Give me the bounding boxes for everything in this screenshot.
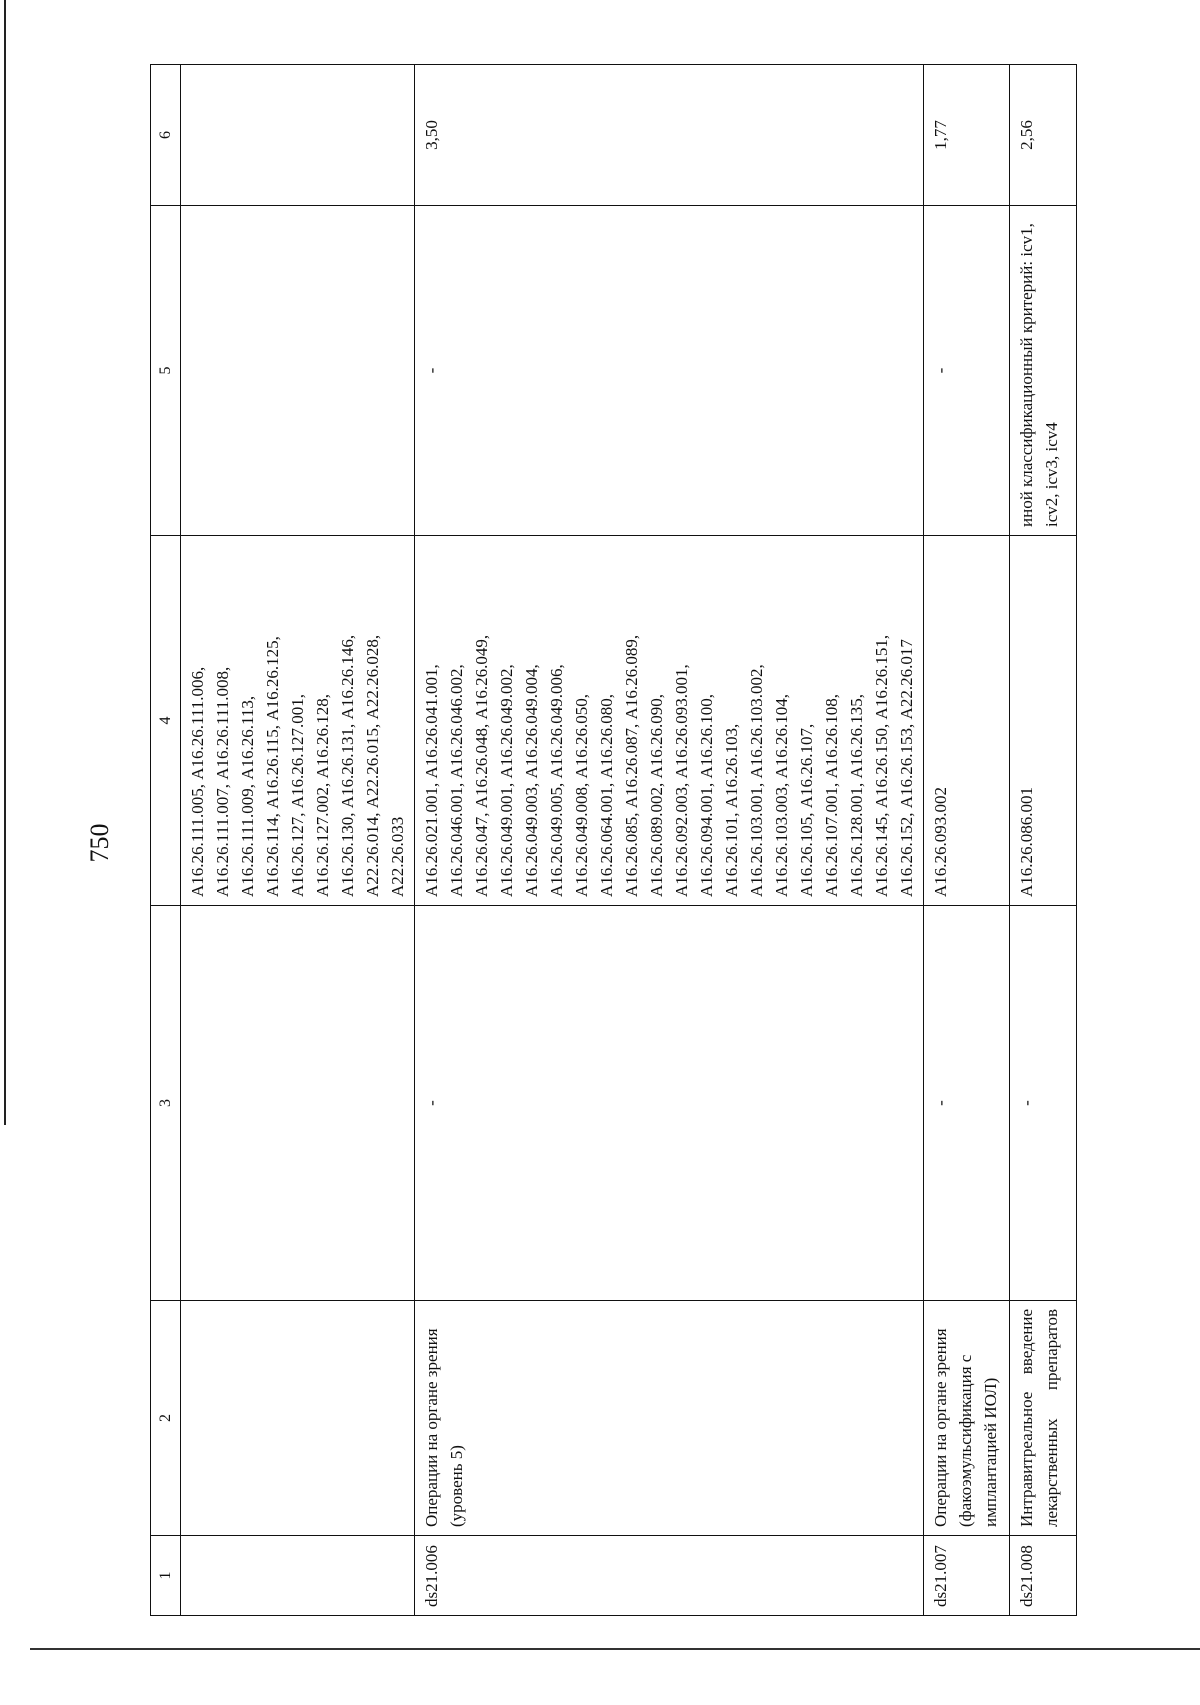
header-col-5: 5 <box>151 206 181 536</box>
row-name: Операции на органе зрения (уровень 5) <box>415 1301 924 1536</box>
table-row <box>181 65 415 1616</box>
row-code: ds21.007 <box>924 1536 1010 1616</box>
row-code: ds21.006 <box>415 1536 924 1616</box>
row-name: Операции на органе зрения (факоэмульсификация с имплантацией ИОЛ) <box>924 1301 1010 1536</box>
row-col3 <box>181 906 415 1301</box>
row-name: Интравитреальное введение лекарственных препаратов <box>1010 1301 1077 1536</box>
table-row <box>1010 65 1077 1616</box>
header-col-6: 6 <box>151 65 181 206</box>
row-coef: 3,50 <box>415 65 924 206</box>
scan-bottom-line <box>30 1648 1200 1650</box>
row-services: А16.26.021.001, А16.26.041.001, А16.26.046.001, А16.26.046.002, А16.26.047, А16.26.048, А16.26.049, А16.26.049.001, А16.26.049.002, А16.26.049.003, А16.26.049.004, А16.26.049.005, А16.26.049.006, А16.26.049.008, А16.26.050, А16.26.064.001, А16.26.080, А16.26.085, А16.26.087, А16.26.089, А16.26.089.002, А16.26.090, А16.26.092.003, А16.26.093.001, А16.26.094.001, А16.26.100, А16.26.101, А16.26.103, А16.26.103.001, А16.26.103.002, А16.26.103.003, А16.26.104, А16.26.105, А16.26.107, А16.26.107.001, А16.26.108, А16.26.128.001, А16.26.135, А16.26.145, А16.26.150, А16.26.151, А16.26.152, А16.26.153, А22.26.017 <box>415 536 924 906</box>
row-coef <box>181 65 415 206</box>
row-col3: - <box>1010 906 1077 1301</box>
row-services: А16.26.111.005, А16.26.111.006, А16.26.111.007, А16.26.111.008, А16.26.111.009, А16.26.113, А16.26.114, А16.26.115, А16.26.125, А16.26.127, А16.26.127.001, А16.26.127.002, А16.26.128, А16.26.130, А16.26.131, А16.26.146, А22.26.014, А22.26.015, А22.26.028, А22.26.033 <box>181 536 415 906</box>
scan-edge-line <box>4 0 6 1125</box>
row-coef: 2,56 <box>1010 65 1077 206</box>
row-coef: 1,77 <box>924 65 1010 206</box>
page-number: 750 <box>85 823 114 863</box>
row-services: А16.26.086.001 <box>1010 536 1077 906</box>
table-row <box>924 65 1010 1616</box>
row-code: ds21.008 <box>1010 1536 1077 1616</box>
row-col3: - <box>924 906 1010 1301</box>
row-criterion: иной классификационный критерий: icv1, icv2, icv3, icv4 <box>1010 206 1077 536</box>
row-criterion: - <box>924 206 1010 536</box>
header-col-1: 1 <box>151 1536 181 1616</box>
table-container <box>150 65 1061 1616</box>
row-criterion <box>181 206 415 536</box>
header-col-2: 2 <box>151 1301 181 1536</box>
tariff-table <box>150 64 1077 1616</box>
row-services: А16.26.093.002 <box>924 536 1010 906</box>
header-row <box>151 65 181 1616</box>
row-col3: - <box>415 906 924 1301</box>
row-code <box>181 1536 415 1616</box>
table-row <box>415 65 924 1616</box>
row-name <box>181 1301 415 1536</box>
header-col-3: 3 <box>151 906 181 1301</box>
header-col-4: 4 <box>151 536 181 906</box>
row-criterion: - <box>415 206 924 536</box>
